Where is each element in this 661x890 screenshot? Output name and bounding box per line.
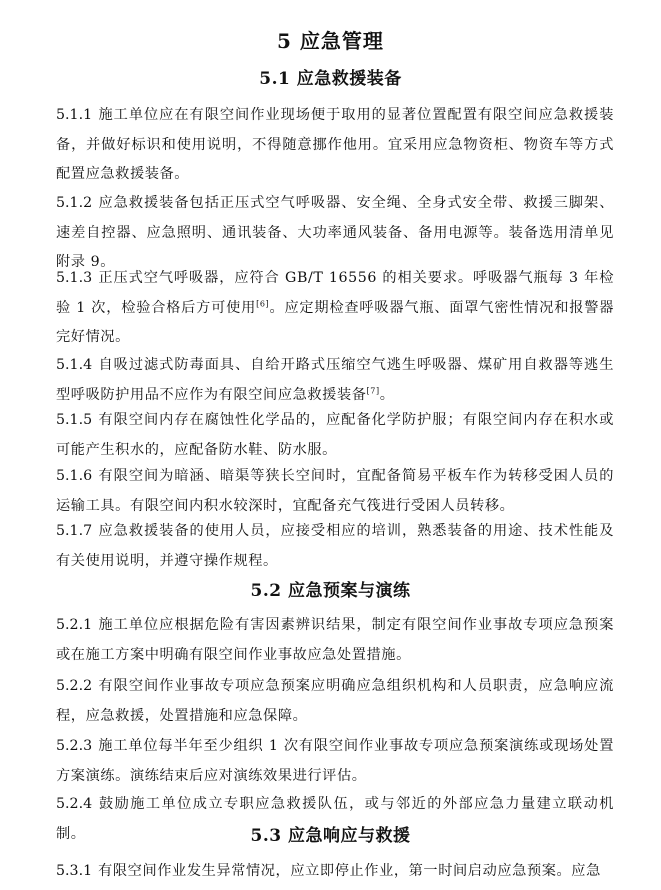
reference-marker: [7] bbox=[366, 385, 380, 395]
section-title-5-3: 5.3 应急响应与救援 bbox=[250, 826, 411, 846]
clause-number: 5.1.5 bbox=[56, 412, 93, 428]
clause-5-1-3 bbox=[56, 264, 614, 353]
clause-text: 施工单位应根据危险有害因素辨识结果，制定有限空间作业事故专项应急预案或在施工方案中明确有限空间作业事故应急处置措施。 bbox=[56, 617, 614, 663]
clause-text: 应急救援装备的使用人员，应接受相应的培训，熟悉装备的用途、技术性能及有关使用说明，并遵守操作规程。 bbox=[56, 523, 614, 569]
clause-5-1-7 bbox=[56, 517, 614, 576]
clause-number: 5.1.2 bbox=[56, 195, 93, 211]
clause-text: 施工单位每半年至少组织 1 次有限空间作业事故专项应急预案演练或现场处置方案演练。演练结束后应对演练效果进行评估。 bbox=[56, 738, 614, 784]
section-title-5-2: 5.2 应急预案与演练 bbox=[250, 581, 411, 601]
chapter-title: 5 应急管理 bbox=[277, 29, 384, 53]
clause-5-1-1 bbox=[56, 101, 614, 190]
clause-5-1-6 bbox=[56, 462, 614, 521]
clause-number: 5.2.1 bbox=[56, 617, 93, 633]
clause-number: 5.1.1 bbox=[56, 107, 93, 123]
clause-number: 5.1.7 bbox=[56, 523, 93, 539]
clause-text: 自吸过滤式防毒面具、自给开路式压缩空气逃生呼吸器、煤矿用自救器等逃生型呼吸防护用品不应作为有限空间应急救援装备 bbox=[56, 357, 614, 403]
clause-text: 应急救援装备包括正压式空气呼吸器、安全绳、全身式安全带、救援三脚架、速差自控器、应急照明、通讯装备、大功率通风装备、备用电源等。装备选用清单见附录 9。 bbox=[56, 195, 614, 270]
clause-text: 有限空间内存在腐蚀性化学品的，应配备化学防护服；有限空间内存在积水或可能产生积水的，应配备防水鞋、防水服。 bbox=[56, 412, 614, 458]
clause-5-1-5 bbox=[56, 406, 614, 465]
clause-number: 5.3.1 bbox=[56, 863, 93, 879]
clause-text: 施工单位应在有限空间作业现场便于取用的显著位置配置有限空间应急救援装备，并做好标识和使用说明，不得随意挪作他用。宜采用应急物资柜、物资车等方式配置应急救援装备。 bbox=[56, 107, 614, 182]
clause-5-2-2 bbox=[56, 672, 614, 731]
clause-5-2-3 bbox=[56, 732, 614, 791]
clause-number: 5.1.3 bbox=[56, 270, 93, 286]
clause-text-continued: 。应定期检查呼吸器气瓶、面罩气密性情况和报警器完好情况。 bbox=[56, 299, 614, 345]
clause-5-2-1 bbox=[56, 611, 614, 670]
clause-text: 正压式空气呼吸器，应符合 GB/T 16556 的相关要求。呼吸器气瓶每 3 年检验 1 次，检验合格后方可使用 bbox=[56, 270, 614, 316]
clause-number: 5.2.2 bbox=[56, 678, 93, 694]
clause-number: 5.1.6 bbox=[56, 468, 93, 484]
clause-5-3-1 bbox=[56, 857, 614, 887]
clause-number: 5.2.4 bbox=[56, 796, 93, 812]
clause-5-1-4 bbox=[56, 351, 614, 410]
section-title-5-1: 5.1 应急救援装备 bbox=[259, 69, 402, 89]
clause-text: 有限空间作业事故专项应急预案应明确应急组织机构和人员职责，应急响应流程，应急救援，处置措施和应急保障。 bbox=[56, 678, 614, 724]
clause-number: 5.2.3 bbox=[56, 738, 93, 754]
reference-marker: [6] bbox=[256, 298, 270, 308]
clause-text: 有限空间为暗涵、暗渠等狭长空间时，宜配备简易平板车作为转移受困人员的运输工具。有限空间内积水较深时，宜配备充气筏进行受困人员转移。 bbox=[56, 468, 614, 514]
clause-text: 鼓励施工单位成立专职应急救援队伍，或与邻近的外部应急力量建立联动机制。 bbox=[56, 796, 614, 842]
clause-text-continued: 。 bbox=[379, 386, 395, 403]
clause-number: 5.1.4 bbox=[56, 357, 93, 373]
clause-text: 有限空间作业发生异常情况，应立即停止作业，第一时间启动应急预案。应急 bbox=[98, 863, 601, 879]
